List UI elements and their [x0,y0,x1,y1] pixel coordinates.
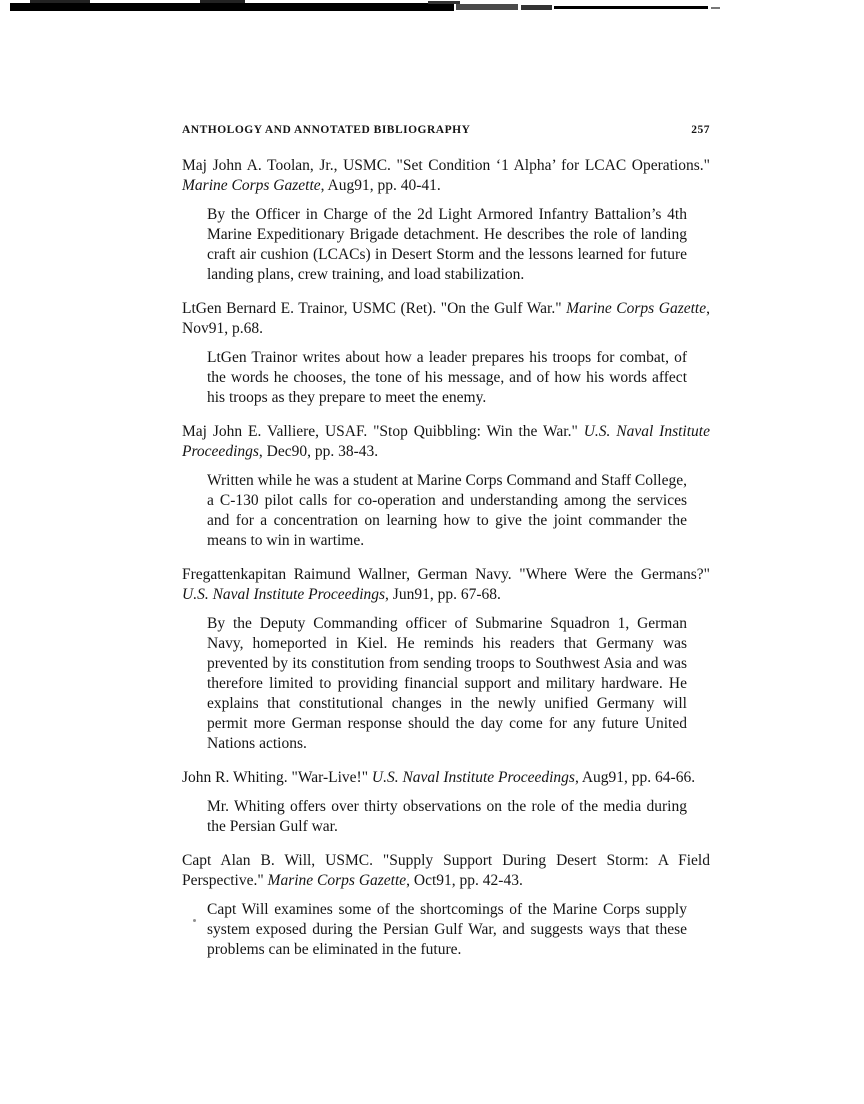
bibliography-entry [182,851,710,960]
citation [182,299,710,339]
running-header [182,124,710,136]
journal-title: Marine Corps Gazette [182,177,321,194]
citation-suffix: , Nov91, p.68. [182,300,710,337]
scan-artifact-bar [521,5,552,10]
page-content [182,124,710,974]
journal-title: Marine Corps Gazette [267,872,407,889]
citation-suffix: , Aug91, pp. 64-66. [574,769,696,786]
scan-artifact-bar [456,4,518,10]
journal-title: Marine Corps Gazette [566,300,707,317]
citation [182,422,710,462]
annotation: LtGen Trainor writes about how a leader prepares his troops for combat, of the words he chooses, the tone of his message, and of how his words affect his troops as they prepare to meet the enemy. [207,349,687,406]
annotation: Capt Will examines some of the shortcomings of the Marine Corps supply system exposed during the Persian Gulf War, and suggests ways that these problems can be eliminated in the future. [207,901,687,958]
citation [182,565,710,605]
citation-suffix: , Aug91, pp. 40-41. [320,177,441,194]
page-number: 257 [691,124,710,136]
journal-title: U.S. Naval Institute Proceedings [182,423,710,460]
citation-text: LtGen Bernard E. Trainor, USMC (Ret). "On the Gulf War." [182,300,567,317]
scan-artifact-speck [428,1,460,4]
scan-artifact-bar [10,3,454,11]
scan-artifact-speck [30,0,90,3]
citation-suffix: , Oct91, pp. 42-43. [406,872,523,889]
scan-artifact-bar [554,6,708,9]
scan-artifact-speck [200,0,245,3]
annotation: Mr. Whiting offers over thirty observations on the role of the media during the Persian Gulf war. [207,798,687,835]
annotation: By the Officer in Charge of the 2d Light Armored Infantry Battalion’s 4th Marine Expeditionary Brigade detachment. He describes the role of landing craft air cushion (LCACs) in Desert Storm and the lessons learned for future landing plans, crew training, and load stabilization. [207,206,687,283]
bibliography-entry [182,768,710,837]
annotation: By the Deputy Commanding officer of Submarine Squadron 1, German Navy, homeported in Kiel. He reminds his readers that Germany was prevented by its constitution from sending troops to Southwest Asia and was therefore limited to providing financial support and military hardware. He explains that constitutional changes in the newly unified Germany will permit more German response should the day come for any future United Nations actions. [207,615,687,752]
citation [182,768,710,788]
citation [182,851,710,891]
bibliography-entry [182,565,710,754]
running-header-title: ANTHOLOGY AND ANNOTATED BIBLIOGRAPHY [182,124,471,136]
citation-suffix: , Jun91, pp. 67-68. [385,586,501,603]
scan-artifact-bar [711,7,720,9]
bibliography-entry [182,156,710,285]
citation-text: Maj John A. Toolan, Jr., USMC. "Set Condition ‘1 Alpha’ for LCAC Operations." [182,157,710,174]
citation [182,156,710,196]
journal-title: U.S. Naval Institute Proceedings [182,586,386,603]
citation-text: Fregattenkapitan Raimund Wallner, German Navy. "Where Were the Germans?" [182,566,710,583]
citation-suffix: , Dec90, pp. 38-43. [258,443,379,460]
journal-title: U.S. Naval Institute Proceedings [371,769,575,786]
bibliography-entry [182,422,710,551]
citation-text: Capt Alan B. Will, USMC. "Supply Support During Desert Storm: A Field Perspective." [182,852,710,889]
citation-text: Maj John E. Valliere, USAF. "Stop Quibbling: Win the War." [182,423,584,440]
bibliography-entry [182,299,710,408]
annotation: Written while he was a student at Marine Corps Command and Staff College, a C-130 pilot calls for co-operation and understanding among the services and for a concentration on learning how to give the joint commander the means to win in wartime. [207,472,687,549]
citation-text: John R. Whiting. "War-Live!" [182,769,372,786]
